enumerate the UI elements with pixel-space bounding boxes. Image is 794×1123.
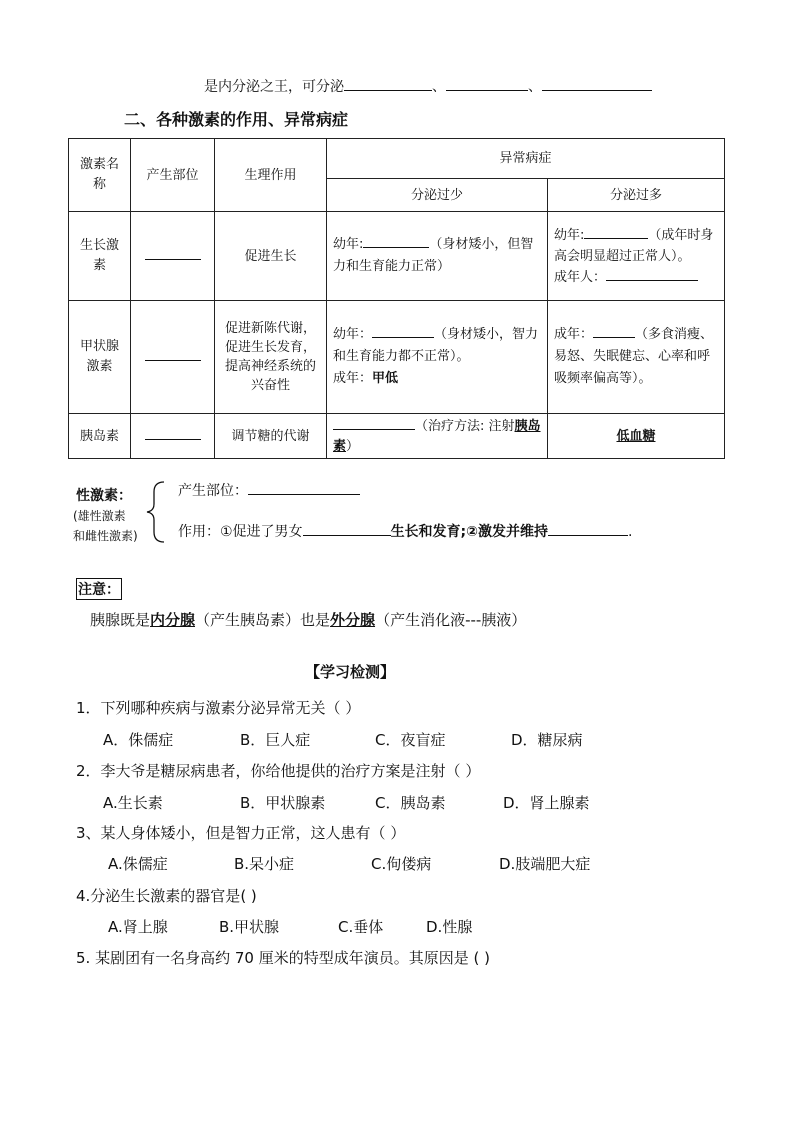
sex-hormone-site: [178, 480, 360, 500]
low-prefix: 幼年：: [333, 327, 373, 342]
fill-blank-2[interactable]: [446, 76, 528, 91]
treatment-value: 胰岛素: [333, 418, 541, 454]
site-blank[interactable]: [145, 246, 201, 260]
option[interactable]: D．肾上腺素: [503, 794, 590, 812]
high-cell: [548, 212, 725, 301]
low-suffix: （身材矮小，但智力和生育能力正常）: [333, 237, 534, 274]
option[interactable]: C.佝偻病: [371, 855, 432, 873]
function-blank-1[interactable]: [303, 521, 391, 536]
high-suffix: （成年时身高会明显超过正常人）。: [554, 227, 714, 264]
header-low: 分泌过少: [327, 179, 548, 212]
note-text: [90, 609, 526, 630]
sex-hormone-function: [178, 521, 632, 541]
low-cell: [327, 301, 548, 414]
high-adult-blank[interactable]: [606, 267, 698, 281]
quiz-title: 【学习检测】: [305, 663, 396, 681]
sex-hormone-title: 性激素：: [76, 488, 132, 504]
note-title: 注意：: [76, 578, 122, 600]
low-adult-label: 成年：: [333, 371, 373, 386]
site-blank[interactable]: [248, 480, 360, 495]
high-prefix: 成年：: [554, 327, 594, 342]
question-stem: 1．下列哪种疾病与激素分泌异常无关（ ）: [76, 699, 361, 717]
low-blank[interactable]: [363, 234, 429, 248]
header-high: 分泌过多: [548, 179, 725, 212]
low-adult-value: 甲低: [372, 371, 399, 386]
low-prefix: 幼年:: [333, 237, 364, 252]
brace-icon: [144, 480, 168, 544]
option[interactable]: A.生长素: [103, 794, 163, 812]
high-blank[interactable]: [593, 324, 635, 338]
function-cell: 调节糖的代谢: [215, 414, 327, 459]
function-cell: 促进生长: [215, 212, 327, 301]
option[interactable]: C．胰岛素: [375, 794, 446, 812]
row-name: 甲状腺激素: [69, 301, 131, 414]
separator: 、: [528, 79, 542, 95]
low-suffix: （身材矮小，智力和生育能力都不正常）。: [333, 327, 539, 364]
section-title: 二、各种激素的作用、异常病症: [124, 110, 349, 129]
fill-blank-1[interactable]: [344, 76, 432, 91]
sex-hormone-sub1: (雄性激素: [73, 509, 126, 523]
top-line-text: 是内分泌之王，可分泌: [204, 79, 344, 95]
option[interactable]: D.性腺: [426, 918, 473, 936]
option[interactable]: C.垂体: [338, 918, 384, 936]
option[interactable]: D.肢端肥大症: [499, 855, 591, 873]
note-part: （产生消化液---胰液）: [375, 611, 527, 629]
endocrine-term: 内分腺: [150, 611, 196, 629]
high-adult-prefix: 成年人：: [554, 269, 607, 285]
high-suffix: （多食消瘦、易怒、失眠健忘、心率和呼吸频率偏高等）。: [554, 327, 714, 386]
hormone-table: [68, 138, 725, 459]
header-function: 生理作用: [215, 139, 327, 212]
function-cell: 促进新陈代谢，促进生长发育，提高神经系统的兴奋性: [215, 301, 327, 414]
question-stem: 5. 某剧团有一名身高约 70 厘米的特型成年演员。其原因是 ( ): [76, 949, 490, 967]
separator: 、: [432, 79, 446, 95]
low-suffix: （治疗方法: 注射: [415, 418, 515, 434]
option[interactable]: A.肾上腺: [108, 918, 168, 936]
exocrine-term: 外分腺: [330, 611, 376, 629]
note-part: 胰腺既是: [90, 611, 151, 629]
site-cell: [131, 212, 215, 301]
high-cell: [548, 301, 725, 414]
option[interactable]: B．巨人症: [240, 731, 311, 749]
question-stem: 4.分泌生长激素的器官是( ): [76, 887, 257, 905]
site-cell: [131, 301, 215, 414]
fill-blank-3[interactable]: [542, 76, 652, 91]
function-label: 作用：①促进了男女: [178, 524, 303, 540]
row-name: 生长激素: [69, 212, 131, 301]
low-close: ）: [346, 438, 360, 454]
row-name: 胰岛素: [69, 414, 131, 459]
site-label: 产生部位：: [178, 483, 248, 499]
top-line: [204, 76, 652, 96]
site-cell: [131, 414, 215, 459]
high-prefix: 幼年:: [554, 227, 585, 243]
low-blank[interactable]: [372, 324, 434, 338]
function-blank-2[interactable]: [548, 521, 628, 536]
header-site: 产生部位: [131, 139, 215, 212]
low-blank[interactable]: [333, 416, 415, 430]
option[interactable]: B.甲状腺: [219, 918, 280, 936]
note-part: （产生胰岛素）也是: [195, 611, 331, 629]
option[interactable]: B．甲状腺素: [240, 794, 326, 812]
site-blank[interactable]: [145, 426, 201, 440]
option[interactable]: A.侏儒症: [108, 855, 168, 873]
option[interactable]: C．夜盲症: [375, 731, 446, 749]
header-abnormal: 异常病症: [327, 139, 725, 179]
high-cell: 低血糖: [548, 414, 725, 459]
option[interactable]: B.呆小症: [234, 855, 295, 873]
high-blank[interactable]: [584, 225, 648, 239]
option[interactable]: A．侏儒症: [103, 731, 174, 749]
question-stem: 2．李大爷是糖尿病患者，你给他提供的治疗方案是注射（ ）: [76, 762, 481, 780]
header-hormone: 激素名称: [69, 139, 131, 212]
option[interactable]: D．糖尿病: [511, 731, 583, 749]
low-cell: [327, 414, 548, 459]
low-cell: [327, 212, 548, 301]
function-end: .: [628, 524, 633, 540]
sex-hormone-sub2: 和雌性激素): [73, 529, 138, 543]
question-stem: 3、某人身体矮小，但是智力正常，这人患有（ ）: [76, 824, 406, 842]
function-middle: 生长和发育;②激发并维持: [390, 524, 549, 540]
site-blank[interactable]: [145, 347, 201, 361]
